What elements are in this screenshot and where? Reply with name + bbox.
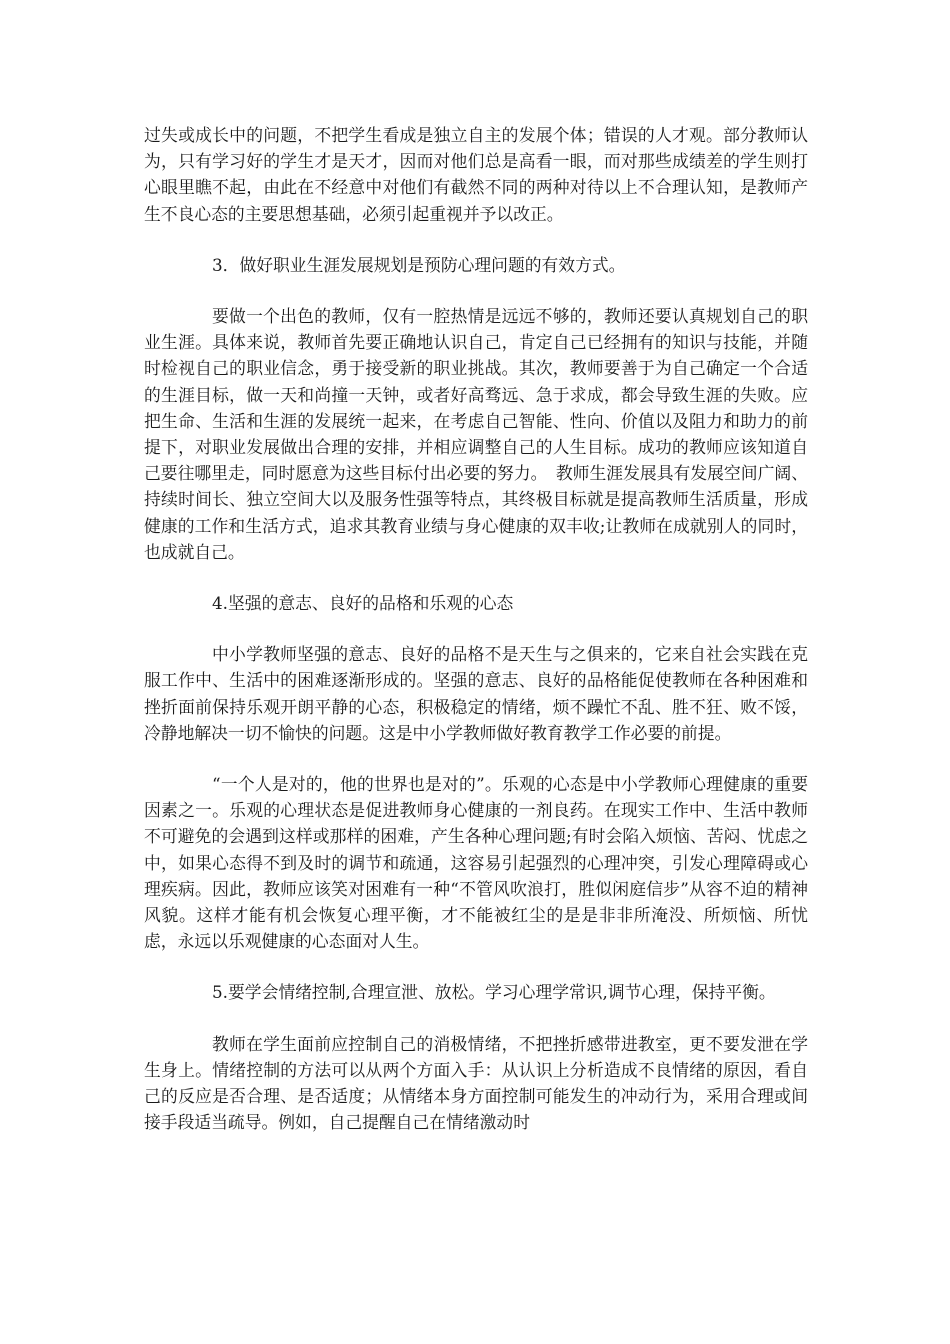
document-page: [144, 122, 808, 1161]
paragraph-optimistic-attitude: “一个人是对的，他的世界也是对的”。乐观的心态是中小学教师心理健康的重要因素之一。乐观的心理状态是促进教师身心健康的一剂良药。在现实工作中、生活中教师不可避免的会遇到这样或那样的困难，产生各种心理问题;有时会陷入烦恼、苦闷、忧虑之中，如果心态得不到及时的调节和疏通，这容易引起强烈的心理冲突，引发心理障碍或心理疾病。因此，教师应该笑对困难有一种“不管风吹浪打，胜似闲庭信步”从容不迫的精神风貌。这样才能有机会恢复心理平衡，才不能被红尘的是是非非所淹没、所烦恼、所忧虑，永远以乐观健康的心态面对人生。: [144, 774, 808, 952]
paragraph-emotion-control: 教师在学生面前应控制自己的消极情绪，不把挫折感带进教室，更不要发泄在学生身上。情绪控制的方法可以从两个方面入手：从认识上分析造成不良情绪的原因，看自己的反应是否合理、是否适度；从情绪本身方面控制可能发生的冲动行为，采用合理或间接手段适当疏导。例如，自己提醒自己在情绪激动时: [144, 1033, 808, 1133]
heading-emotion-control: 5.要学会情绪控制,合理宣泄、放松。学习心理学常识,调节心理，保持平衡。: [212, 982, 776, 1003]
paragraph-teacher-cognition: 过失或成长中的问题，不把学生看成是独立自主的发展个体；错误的人才观。部分教师认为，只有学习好的学生才是天才，因而对他们总是高看一眼，而对那些成绩差的学生则打心眼里瞧不起，由此在不经意中对他们有截然不同的两种对待以上不合理认知，是教师产生不良心态的主要思想基础，必须引起重视并予以改正。: [144, 125, 808, 224]
heading-career-planning: 3．做好职业生涯发展规划是预防心理问题的有效方式。: [212, 254, 626, 275]
paragraph-career-planning: 要做一个出色的教师，仅有一腔热情是远远不够的，教师还要认真规划自己的职业生涯。具体来说，教师首先要正确地认识自己，肯定自己已经拥有的知识与技能，并随时检视自己的职业信念，勇于接受新的职业挑战。其次，教师要善于为自己确定一个合适的生涯目标，做一天和尚撞一天钟，或者好高骛远、急于求成，都会导致生涯的失败。应把生命、生活和生涯的发展统一起来，在考虑自己智能、性向、价值以及阻力和助力的前提下，对职业发展做出合理的安排，并相应调整自己的人生目标。成功的教师应该知道自己要往哪里走，同时愿意为这些目标付出必要的努力。 教师生涯发展具有发展空间广阔、持续时间长、独立空间大以及服务性强等特点，其终极目标就是提高教师生活质量，形成健康的工作和生活方式，追求其教育业绩与身心健康的双丰收;让教师在成就别人的同时，也成就自己。: [144, 306, 808, 562]
paragraph-will-character: 中小学教师坚强的意志、良好的品格不是天生与之俱来的，它来自社会实践在克服工作中、生活中的困难逐渐形成的。坚强的意志、良好的品格能促使教师在各种困难和挫折面前保持乐观开朗平静的心态，积极稳定的情绪，烦不躁忙不乱、胜不狂、败不馁，冷静地解决一切不愉快的问题。这是中小学教师做好教育教学工作必要的前提。: [144, 644, 808, 743]
heading-will-character-attitude: 4.坚强的意志、良好的品格和乐观的心态: [212, 593, 514, 614]
